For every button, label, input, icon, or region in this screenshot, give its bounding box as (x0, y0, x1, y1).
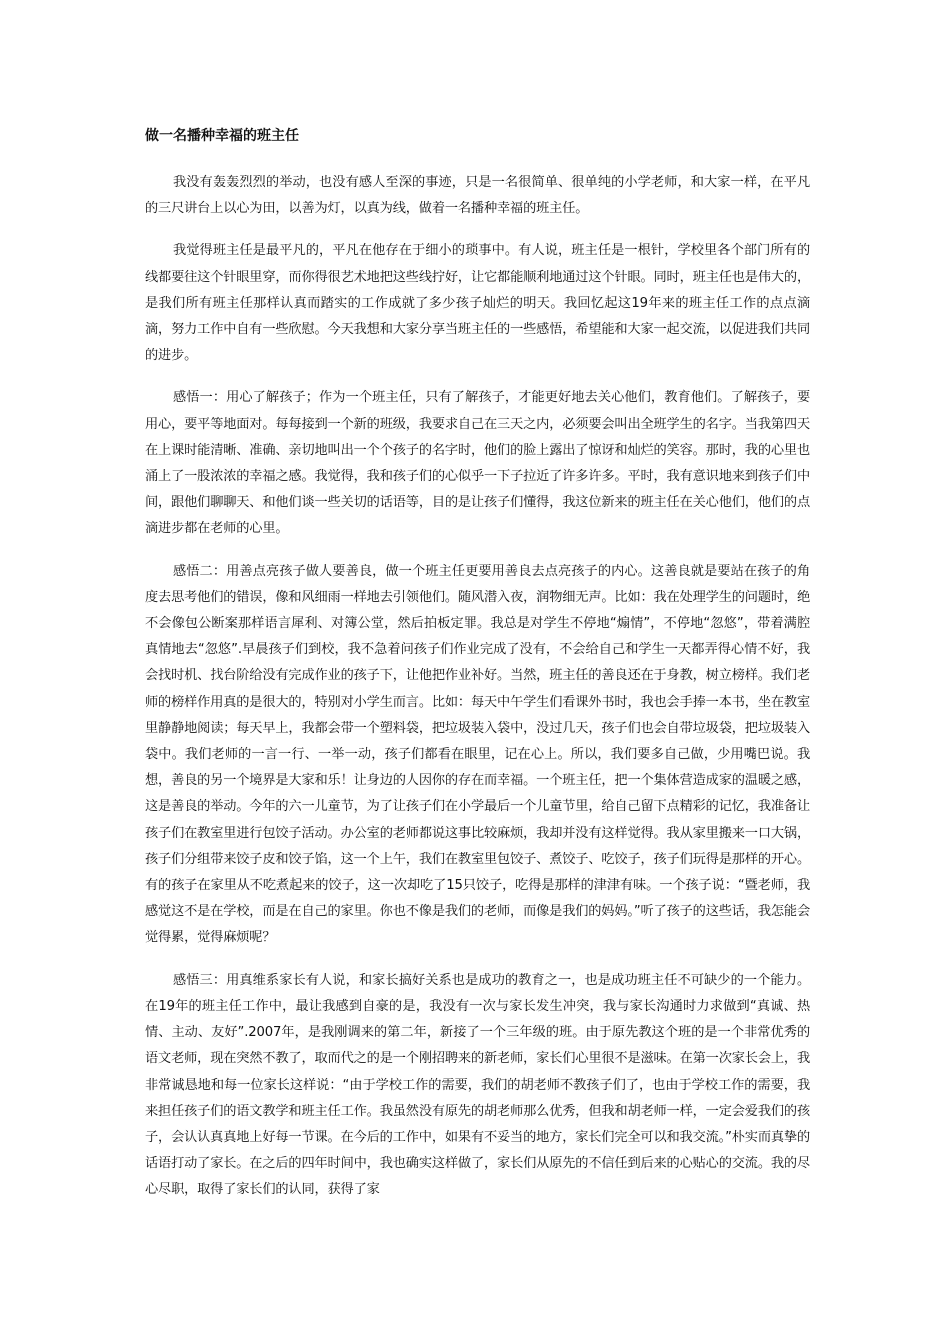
paragraph-ordinary: 我觉得班主任是最平凡的，平凡在他存在于细小的琐事中。有人说，班主任是一根针，学校里各个部门所有的线都要往这个针眼里穿，而你得很艺术地把这些线拧好，让它都能顺利地通过这个针眼。同时，班主任也是伟大的，是我们所有班主任那样认真而踏实的工作成就了多少孩子灿烂的明天。我回忆起这19年来的班主任工作的点点滴滴，努力工作中自有一些欣慰。今天我想和大家分享当班主任的一些感悟，希望能和大家一起交流，以促进我们共同的进步。 (145, 243, 810, 364)
paragraph-insight-three: 感悟三：用真维系家长有人说，和家长搞好关系也是成功的教育之一，也是成功班主任不可缺少的一个能力。在19年的班主任工作中，最让我感到自豪的是，我没有一次与家长发生冲突，我与家长沟通时力求做到“真诚、热情、主动、友好”.2007年，是我刚调来的第二年，新接了一个三年级的班。由于原先教这个班的是一个非常优秀的语文老师，现在突然不教了，取而代之的是一个刚招聘来的新老师，家长们心里很不是滋味。在第一次家长会上，我非常诚恳地和每一位家长这样说：“由于学校工作的需要，我们的胡老师不教孩子们了，也由于学校工作的需要，我来担任孩子们的语文教学和班主任工作。我虽然没有原先的胡老师那么优秀，但我和胡老师一样，一定会爱我们的孩子，会认认真真地上好每一节课。在今后的工作中，如果有不妥当的地方，家长们完全可以和我交流。”朴实而真挚的话语打动了家长。在之后的四年时间中，我也确实这样做了，家长们从原先的不信任到后来的心贴心的交流。我的尽心尽职，取得了家长们的认同，获得了家 (145, 972, 810, 1198)
paragraph-intro: 我没有轰轰烈烈的举动，也没有感人至深的事迹，只是一名很简单、很单纯的小学老师，和大家一样，在平凡的三尺讲台上以心为田，以善为灯，以真为线，做着一名播种幸福的班主任。 (145, 175, 810, 217)
document-body (145, 124, 810, 1220)
paragraph-insight-one: 感悟一：用心了解孩子；作为一个班主任，只有了解孩子，才能更好地去关心他们，教育他们。了解孩子，要用心，要平等地面对。每每接到一个新的班级，我要求自己在三天之内，必须要会叫出全班学生的名字。当我第四天在上课时能清晰、准确、亲切地叫出一个个孩子的名字时，他们的脸上露出了惊讶和灿烂的笑容。那时，我的心里也涌上了一股浓浓的幸福之感。我觉得，我和孩子们的心似乎一下子拉近了许多许多。平时，我有意识地来到孩子们中间，跟他们聊聊天、和他们谈一些关切的话语等，目的是让孩子们懂得，我这位新来的班主任在关心他们，他们的点滴进步都在老师的心里。 (145, 390, 810, 537)
paragraph-insight-two: 感悟二：用善点亮孩子做人要善良，做一个班主任更要用善良去点亮孩子的内心。这善良就是要站在孩子的角度去思考他们的错误，像和风细雨一样地去引领他们。随风潜入夜，润物细无声。比如：我在处理学生的问题时，绝不会像包公断案那样语言犀利、对簿公堂，然后拍板定罪。我总是对学生不停地“煽情”，不停地“忽悠”，带着满腔真情地去“忽悠”.早晨孩子们到校，我不急着问孩子们作业完成了没有，不会给自己和学生一天都弄得心情不好，我会找时机、找台阶给没有完成作业的孩子下，让他把作业补好。当然，班主任的善良还在于身教，树立榜样。我们老师的榜样作用真的是很大的，特别对小学生而言。比如：每天中午学生们看课外书时，我也会手捧一本书，坐在教室里静静地阅读；每天早上，我都会带一个塑料袋，把垃圾装入袋中，没过几天，孩子们也会自带垃圾袋，把垃圾装入袋中。我们老师的一言一行、一举一动，孩子们都看在眼里，记在心上。所以，我们要多自己做，少用嘴巴说。我想，善良的另一个境界是大家和乐！让身边的人因你的存在而幸福。一个班主任，把一个集体营造成家的温暖之感，这是善良的举动。今年的六一儿童节，为了让孩子们在小学最后一个儿童节里，给自己留下点精彩的记忆，我准备让孩子们在教室里进行包饺子活动。办公室的老师都说这事比较麻烦，我却并没有这样觉得。我从家里搬来一口大锅，孩子们分组带来饺子皮和饺子馅，这一个上午，我们在教室里包饺子、煮饺子、吃饺子，孩子们玩得是那样的开心。有的孩子在家里从不吃煮起来的饺子，这一次却吃了15只饺子，吃得是那样的津津有味。一个孩子说：“暨老师，我感觉这不是在学校，而是在自己的家里。你也不像是我们的老师，而像是我们的妈妈。”听了孩子的这些话，我怎能会觉得累，觉得麻烦呢？ (145, 563, 810, 946)
document-title: 做一名播种幸福的班主任 (145, 128, 299, 144)
